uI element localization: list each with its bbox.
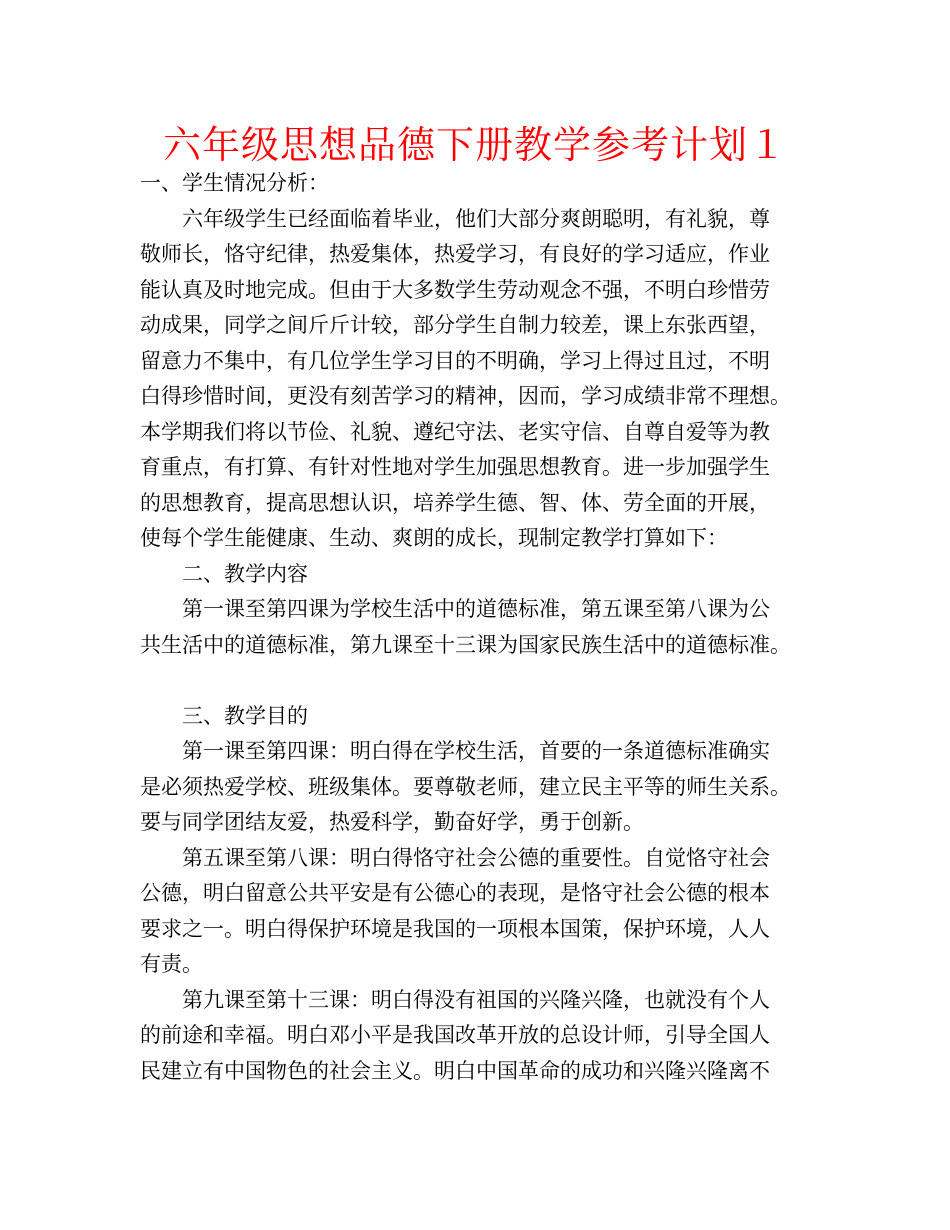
paragraph-line: 白得珍惜时间，更没有刻苦学习的精神，因而，学习成绩非常不理想。	[140, 384, 791, 408]
document-body	[140, 166, 830, 1089]
heading-teaching-content: 二、教学内容	[182, 561, 308, 586]
heading-student-analysis: 一、学生情况分析：	[140, 171, 329, 195]
paragraph-line: 第五课至第八课：明白得恪守社会公德的重要性。自觉恪守社会	[182, 845, 770, 870]
paragraph-line: 第九课至第十三课：明白得没有祖国的兴隆兴隆，也就没有个人	[182, 987, 770, 1012]
paragraph-line: 民建立有中国物色的社会主义。明白中国革命的成功和兴隆兴隆离不	[140, 1058, 770, 1083]
blank-line	[140, 663, 830, 699]
paragraph-line: 的思想教育，提高思想认识，培养学生德、智、体、劳全面的开展，	[140, 490, 770, 515]
paragraph-line: 本学期我们将以节俭、礼貌、遵纪守法、老实守信、自尊自爱等为教	[140, 419, 770, 444]
paragraph-line: 第一课至第四课：明白得在学校生活，首要的一条道德标准确实	[182, 739, 770, 763]
paragraph-line: 共生活中的道德标准，第九课至十三课为国家民族生活中的道德标准。	[140, 632, 791, 657]
paragraph-line: 能认真及时地完成。但由于大多数学生劳动观念不强，不明白珍惜劳	[140, 277, 770, 302]
paragraph-line: 的前途和幸福。明白邓小平是我国改革开放的总设计师，引导全国人	[140, 1023, 770, 1047]
paragraph-line: 第一课至第四课为学校生活中的道德标准，第五课至第八课为公	[182, 597, 770, 621]
paragraph-line: 公德，明白留意公共平安是有公德心的表现，是恪守社会公德的根本	[140, 881, 770, 905]
paragraph-line: 有责。	[140, 952, 203, 976]
heading-teaching-goals: 三、教学目的	[182, 703, 308, 728]
paragraph-line: 六年级学生已经面临着毕业，他们大部分爽朗聪明，有礼貌，尊	[182, 206, 770, 231]
paragraph-line: 敬师长，恪守纪律，热爱集体，热爱学习，有良好的学习适应，作业	[140, 242, 770, 266]
paragraph-line: 是必须热爱学校、班级集体。要尊敬老师，建立民主平等的师生关系。	[140, 774, 791, 799]
paragraph-line: 留意力不集中，有几位学生学习目的不明确，学习上得过且过，不明	[140, 348, 770, 373]
document-title: 六年级思想品德下册教学参考计划１	[162, 123, 787, 167]
paragraph-line: 育重点，有打算、有针对性地对学生加强思想教育。进一步加强学生	[140, 455, 770, 479]
paragraph-line: 动成果，同学之间斤斤计较，部分学生自制力较差，课上东张西望，	[140, 313, 770, 337]
paragraph-line: 要求之一。明白得保护环境是我国的一项根本国策，保护环境，人人	[140, 916, 770, 941]
paragraph-line: 使每个学生能健康、生动、爽朗的成长，现制定教学打算如下：	[140, 526, 728, 550]
paragraph-line: 要与同学团结友爱，热爱科学，勤奋好学，勇于创新。	[140, 810, 644, 834]
